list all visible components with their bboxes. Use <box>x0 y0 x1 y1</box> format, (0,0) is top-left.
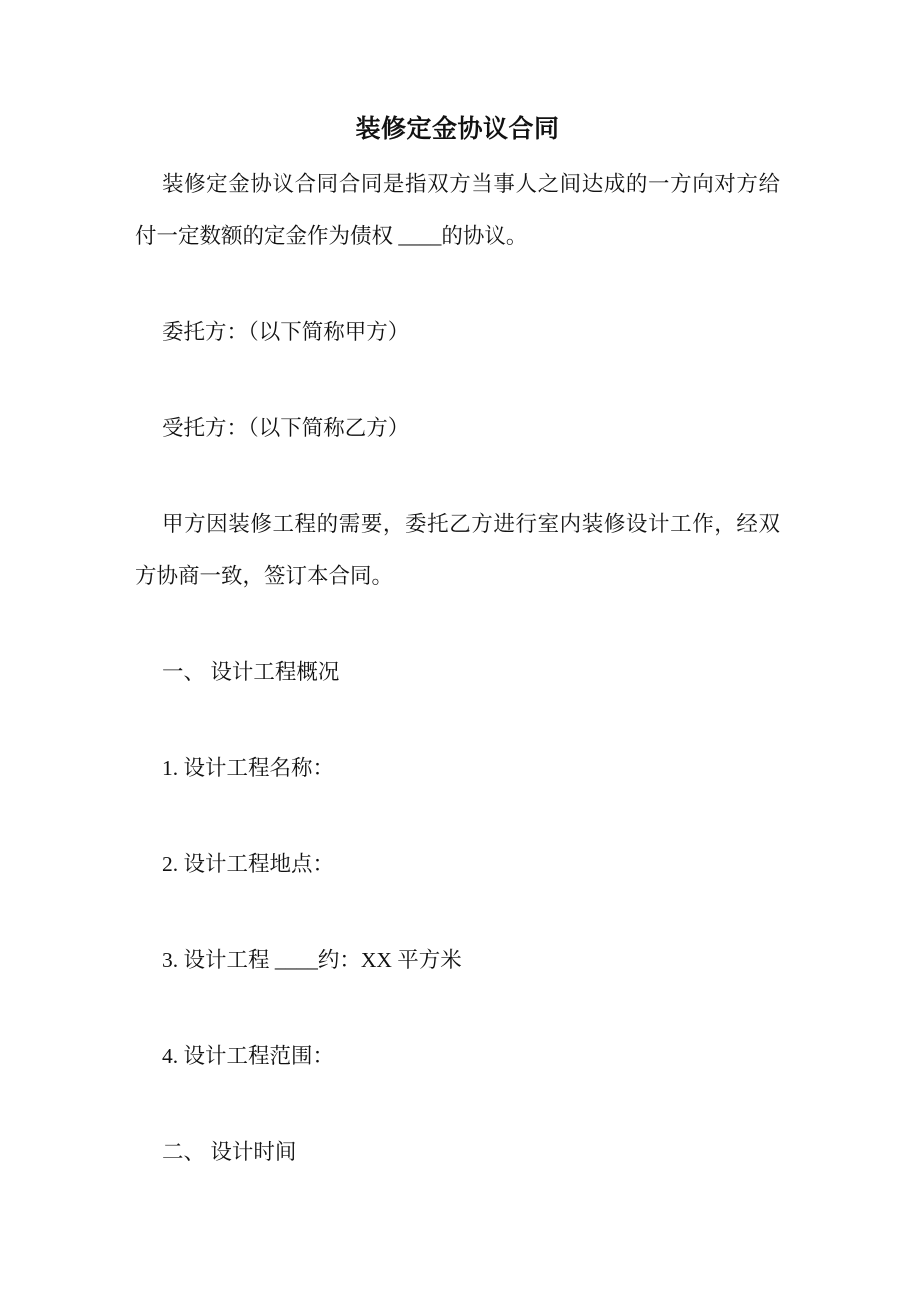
paragraph-party-a: 委托方：（以下简称甲方） <box>162 320 410 344</box>
section-heading-design-time: 二、 设计时间 <box>162 1140 297 1164</box>
paragraph-intro-definition: 装修定金协议合同合同是指双方当事人之间达成的一方向对方给付一定数额的定金作为债权 ____的协议。 <box>135 172 780 248</box>
paragraph-party-b: 受托方：（以下简称乙方） <box>162 416 410 440</box>
item-design-project-area: 3. 设计工程 ____约：XX 平方米 <box>162 948 462 972</box>
item-design-project-place: 2. 设计工程地点： <box>162 852 335 876</box>
paragraph-preamble: 甲方因装修工程的需要，委托乙方进行室内装修设计工作，经双方协商一致，签订本合同。 <box>135 512 780 588</box>
item-design-project-name: 1. 设计工程名称： <box>162 756 335 780</box>
item-design-project-scope: 4. 设计工程范围： <box>162 1044 335 1068</box>
section-heading-design-overview: 一、 设计工程概况 <box>162 660 340 684</box>
document-title: 装修定金协议合同 <box>355 116 560 143</box>
